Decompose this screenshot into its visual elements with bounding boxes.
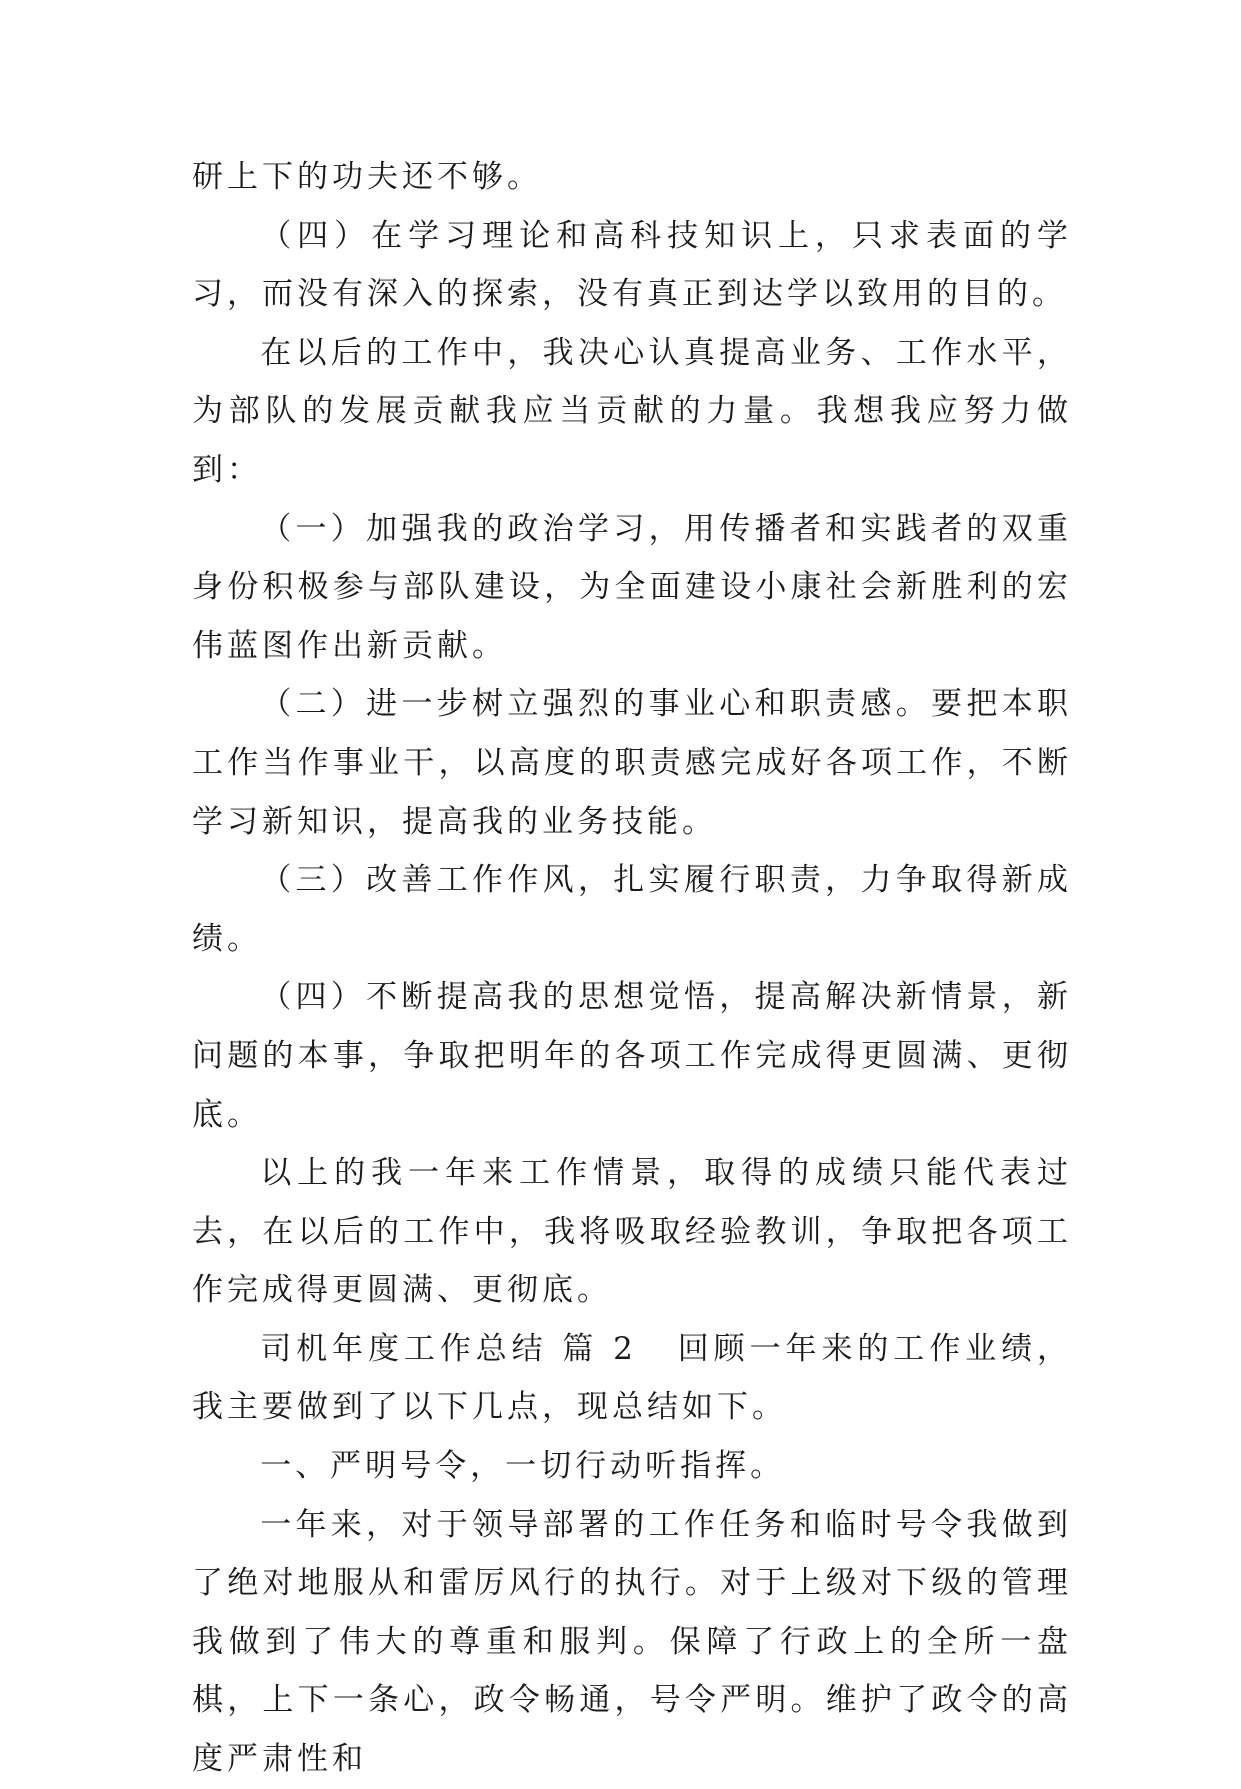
paragraph: 研上下的功夫还不够。 — [192, 159, 542, 195]
paragraph: （四）不断提高我的思想觉悟，提高解决新情景，新问题的本事，争取把明年的各项工作完成得更圆满、更彻底。 — [192, 979, 1072, 1133]
paragraph: 以上的我一年来工作情景，取得的成绩只能代表过去，在以后的工作中，我将吸取经验教训，争取把各项工作完成得更圆满、更彻底。 — [192, 1155, 1072, 1309]
paragraph: （二）进一步树立强烈的事业心和职责感。要把本职工作当作事业干，以高度的职责感完成好各项工作，不断学习新知识，提高我的业务技能。 — [192, 686, 1072, 840]
section-intro: 回顾一年来的工作业绩，我主要做到了以下几点，现总结如下。 — [192, 1330, 1072, 1426]
section-paragraph — [192, 1320, 1072, 1437]
heading-1: 一、严明号令，一切行动听指挥。 — [260, 1448, 786, 1485]
document-body — [192, 148, 1072, 1789]
paragraph: 在以后的工作中，我决心认真提高业务、工作水平，为部队的发展贡献我应当贡献的力量。我想我应努力做到： — [192, 334, 1072, 488]
paragraph: （一）加强我的政治学习，用传播者和实践者的双重身份积极参与部队建设，为全面建设小康社会新胜利的宏伟蓝图作出新贡献。 — [192, 510, 1072, 664]
section-title: 司机年度工作总结 篇 2 — [260, 1330, 637, 1367]
paragraph: （三）改善工作作风，扎实履行职责，力争取得新成绩。 — [192, 862, 1072, 957]
paragraph: （四）在学习理论和高科技知识上，只求表面的学习，而没有深入的探索，没有真正到达学以致用的目的。 — [192, 217, 1072, 313]
paragraph: 一年来，对于领导部署的工作任务和临时号令我做到了绝对地服从和雷厉风行的执行。对于上级对下级的管理我做到了伟大的尊重和服判。保障了行政上的全所一盘棋，上下一条心，政令畅通，号令严明。维护了政令的高度严肃性和 — [192, 1506, 1072, 1778]
